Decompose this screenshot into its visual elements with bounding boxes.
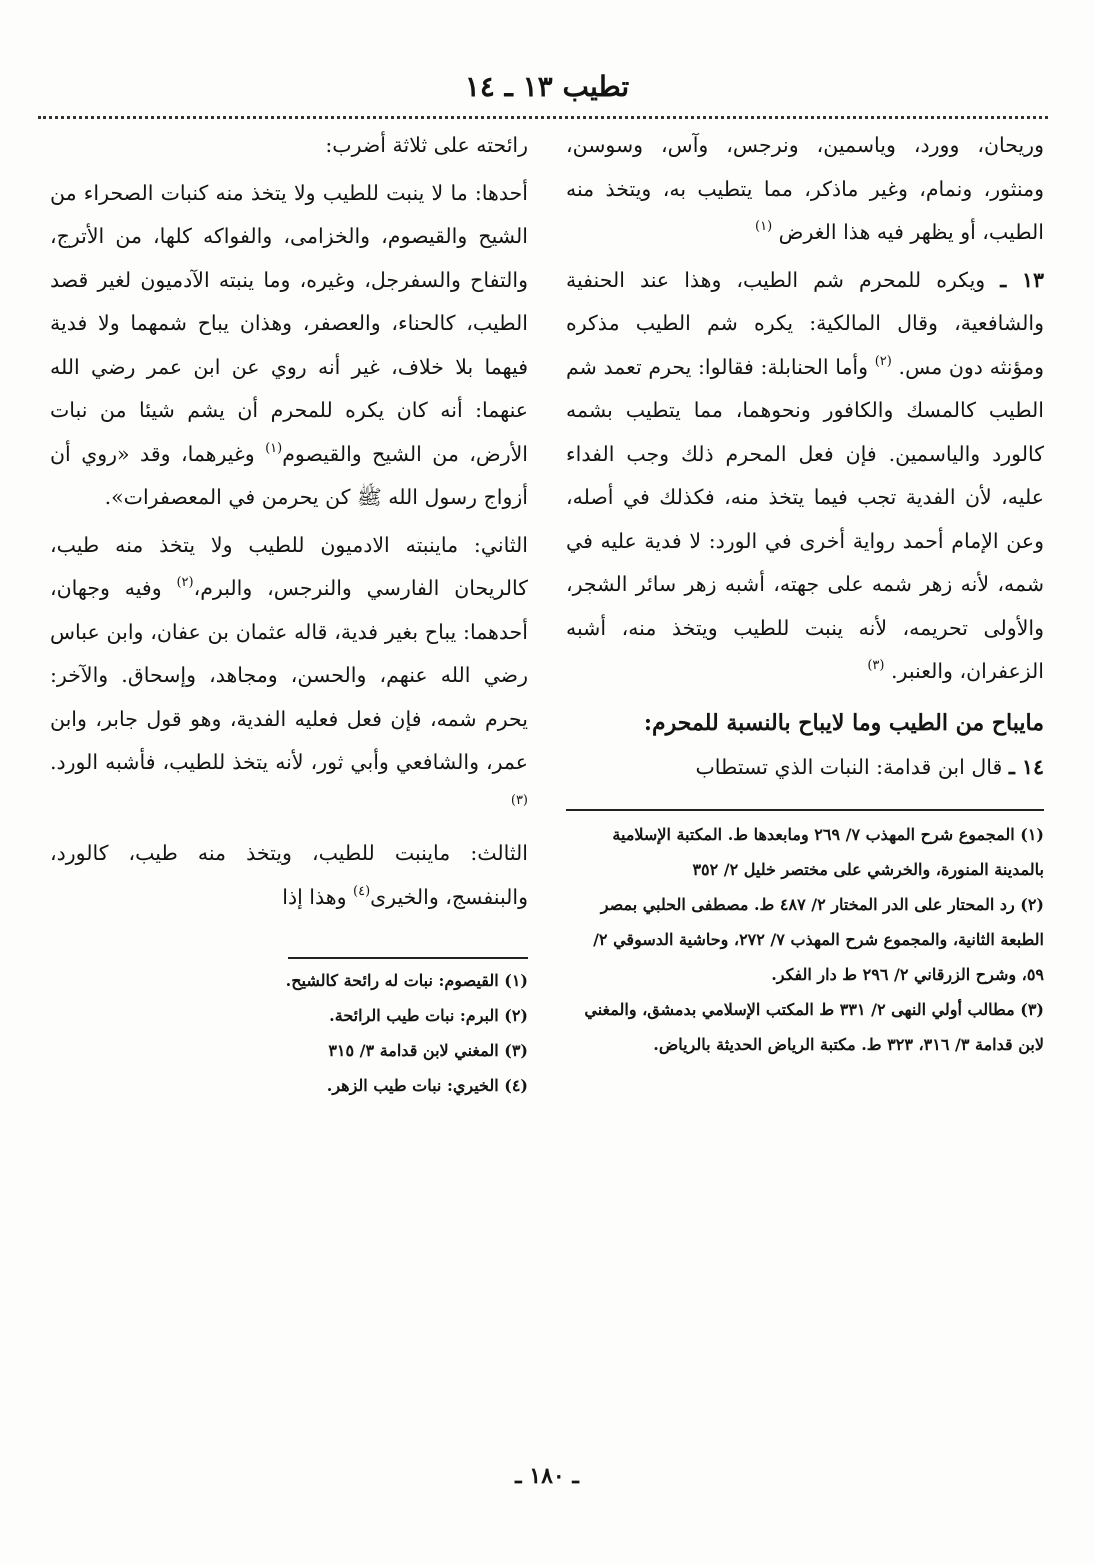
paragraph-14 [566,746,1044,790]
paragraph-text: وهذا إذا [282,884,347,909]
right-column [566,124,1044,1062]
footnote-ref: (١) [755,219,773,234]
left-column-body [50,124,528,919]
footnote: (٣) مطالب أولي النهى ٢/ ٣٣١ ط المكتب الإسلامي بدمشق، والمغني لابن قدامة ٣/ ٣١٦، ٣٢٣ ط. مكتبة الرياض الحديثة بالرياض. [584,1000,1044,1054]
footnote-ref: (٣) [510,792,528,808]
paragraph-text: وريحان، وورد، وياسمين، ونرجس، وآس، وسوسن، ومنثور، ونمام، وغير ماذكر، مما يتطيب به، ويتخذ منه الطيب، أو يظهر فيه هذا الغرض [566,133,1044,244]
paragraph-13 [566,259,1044,694]
paragraph-text: ويكره للمحرم شم الطيب، وهذا عند الحنفية والشافعية، وقال المالكية: يكره شم الطيب مذكره ومؤنثه دون مس. [566,267,1044,379]
footnote: (١) المجموع شرح المهذب ٧/ ٢٦٩ ومابعدها ط. المكتبة الإسلامية بالمدينة المنورة، والخرشي على مختصر خليل ٢/ ٣٥٢ [612,825,1044,879]
paragraph-number: ١٤ ـ [1008,754,1044,779]
paragraph-text: وغيرهما، وقد «روي أن أزواج رسول الله ﷺ كن يحرمن في المعصفرات». [50,441,528,509]
paragraph-text: الثاني: ماينبته الادميون للطيب ولا يتخذ منه طيب، كالريحان الفارسي والنرجس، والبرم، [50,532,528,600]
footnote-ref: (٢) [874,353,892,369]
footnote-ref: (١) [265,440,283,456]
paragraph [566,124,1044,255]
paragraph: رائحته على ثلاثة أضرب: [325,133,528,157]
paragraph-text: وفيه وجهان، أحدهما: يباح بغير فدية، قاله عثمان بن عفان، وابن عباس رضي الله عنهم، والحسن، ومجاهد، وإسحاق. والآخر: يحرم شمه، فإن فعل فعليه الفدية، وهو قول جابر، وابن عمر، والشافعي وأبي ثور، لأنه يتخذ للطيب، فأشبه الورد. [50,576,528,774]
footnote-ref: (٤) [353,883,371,899]
left-column [50,124,528,1103]
page-header: تطيب ١٣ ـ ١٤ [464,70,630,103]
paragraph-number: ١٣ ـ [1000,267,1044,292]
paragraph-text: قال ابن قدامة: النبات الذي تستطاب [695,754,1003,779]
footnote: (١) القيصوم: نبات له رائحة كالشيح. [285,971,528,990]
header-divider [38,116,1048,119]
right-column-body [566,124,1044,789]
footnote-divider [288,957,528,959]
paragraph [50,172,528,520]
paragraph [50,524,528,829]
footnote-ref: (٢) [176,575,194,590]
paragraph-text: وأما الحنابلة: فقالوا: يحرم تعمد شم الطيب كالمسك والكافور ونحوهما، مما يتطيب بشمه كالورد والياسمين. فإن فعل المحرم ذلك وجب الفداء عليه، لأن الفدية تجب فيما يتخذ منه، فكذلك في أصله، وعن الإمام أحمد رواية أخرى في الورد: لا فدية عليه في شمه، لأنه زهر شمه على جهته، أشبه زهر سائر الشجر، والأولى تحريمه، لأنه ينبت للطيب ويتخذ منه، أشبه الزعفران، والعنبر. [566,354,1044,683]
footnotes [566,817,1044,1062]
paragraph-text: الثالث: ماينبت للطيب، ويتخذ منه طيب، كالورد، والبنفسج، والخيرى [50,841,528,909]
footnotes [50,963,528,1103]
footnote: (٢) البرم: نبات طيب الرائحة. [329,1006,528,1025]
footnote: (٢) رد المحتار على الدر المختار ٢/ ٤٨٧ ط. مصطفى الحلبي بمصر الطبعة الثانية، والمجموع شرح المهذب ٧/ ٢٧٢، وحاشية الدسوقي ٢/ ٥٩، وشرح الزرقاني ٢/ ٢٩٦ ط دار الفكر. [593,895,1044,984]
footnote-divider [566,809,1044,811]
paragraph [50,832,528,919]
section-heading: مايباح من الطيب وما لايباح بالنسبة للمحرم: [643,709,1044,736]
footnote: (٣) المغني لابن قدامة ٣/ ٣١٥ [328,1041,528,1060]
footnote-ref: (٣) [867,658,885,673]
page-number: ـ ١٨٠ ـ [515,1463,579,1489]
footnote: (٤) الخيري: نبات طيب الزهر. [326,1076,528,1095]
paragraph-text: أحدها: ما لا ينبت للطيب ولا يتخذ منه كنبات الصحراء من الشيح والقيصوم، والخزامى، والفواكه كلها، من الأترج، والتفاح والسفرجل، وغيره، وما ينبته الآدميون لغير قصد الطيب، كالحناء، والعصفر، وهذان يباح شمهما ولا فدية فيهما بلا خلاف، غير أنه روي عن ابن عمر رضي الله عنهما: أنه كان يكره للمحرم أن يشم شيئا من نبات الأرض، من الشيح والقيصوم [50,180,528,466]
